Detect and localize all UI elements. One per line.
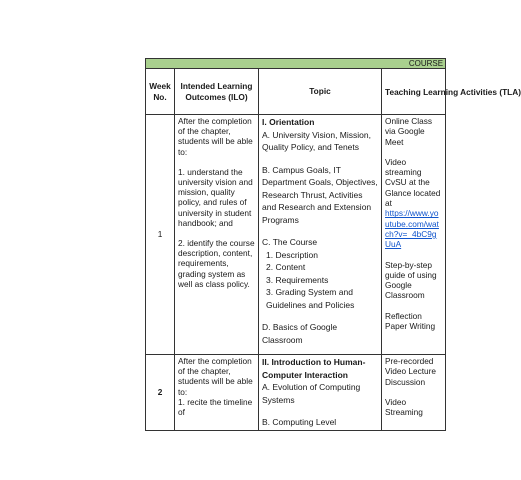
ilo-item: 1. recite the timeline of	[178, 396, 253, 418]
course-banner-row	[146, 59, 446, 69]
week-number: 2	[146, 355, 175, 431]
ilo-cell	[175, 115, 259, 355]
ilo-intro: After the completion of the chapter, students will be able to:	[178, 356, 253, 397]
video-link[interactable]: https://www.youtube.com/watch?v=_4bC9gUuA	[385, 208, 439, 250]
ilo-intro: After the completion of the chapter, students will be able to:	[178, 116, 253, 157]
topic-subitem: 3. Requirements	[266, 274, 329, 285]
week-number: 1	[146, 115, 175, 355]
ilo-item: 1. understand the university vision and mission, quality policy, and rules of university in student handbook; and	[178, 166, 253, 228]
topic-item: C. The Course	[262, 237, 318, 247]
tla-item: Reflection Paper Writing	[385, 310, 436, 332]
topic-cell	[259, 355, 382, 431]
topic-item: D. Basics of Google Classroom	[262, 322, 338, 345]
tla-cell	[382, 115, 446, 355]
tla-item: Online Class via Google Meet	[385, 116, 433, 147]
tla-item: Video streaming CvSU at the Glance located at	[385, 156, 441, 209]
header-topic: Topic	[259, 69, 382, 115]
topic-item: A. University Vision, Mission, Quality Policy, and Tenets	[262, 129, 371, 152]
topic-title: I. Orientation	[262, 117, 315, 127]
topic-subitem: 1. Description	[266, 249, 318, 260]
topic-item: A. Evolution of Computing Systems	[262, 382, 361, 405]
header-week: Week No.	[146, 69, 175, 115]
topic-title: II. Introduction to Human-Computer Interaction	[262, 357, 366, 380]
topic-item: B. Campus Goals, IT Department Goals, Objectives, Research Thrust, Activities and Research and Extension Programs	[262, 164, 378, 225]
header-row	[146, 69, 446, 115]
topic-subitem: 3. Grading System and Guidelines and Policies	[266, 287, 355, 310]
header-ilo: Intended Learning Outcomes (ILO)	[175, 69, 259, 115]
course-banner: COURSE	[146, 59, 446, 69]
tla-item: Video Streaming	[385, 396, 423, 418]
tla-item: Pre-recorded Video Lecture Discussion	[385, 356, 437, 387]
topic-subitem: 2. Content	[266, 262, 306, 272]
header-tla: Teaching Learning Activities (TLA)	[382, 69, 446, 115]
topic-cell	[259, 115, 382, 355]
ilo-cell	[175, 355, 259, 431]
tla-cell	[382, 355, 446, 431]
course-syllabus-table	[145, 58, 521, 431]
table-row	[146, 115, 446, 355]
topic-item: B. Computing Level	[262, 417, 337, 427]
tla-item: Step-by-step guide of using Google Classroom	[385, 259, 437, 301]
ilo-item: 2. identify the course description, content, requirements, grading system as well as class policy.	[178, 238, 255, 289]
table-row	[146, 355, 446, 431]
